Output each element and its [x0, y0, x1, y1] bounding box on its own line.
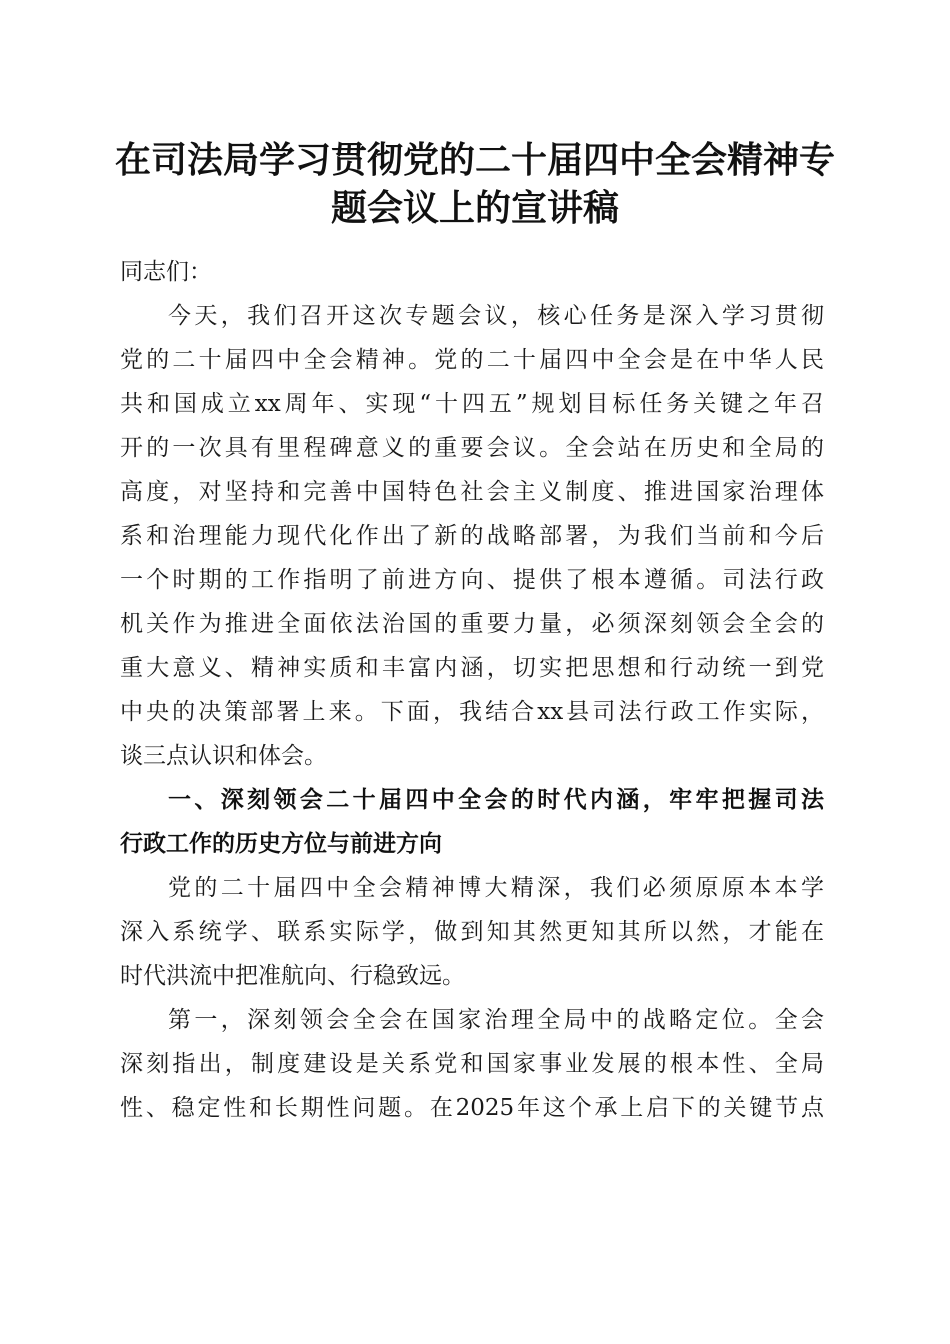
text-line: 高度，对坚持和完善中国特色社会主义制度、推进国家治理体 — [120, 479, 824, 505]
section-heading-1 — [120, 778, 824, 866]
text-line: 中央的决策部署上来。下面，我结合xx县司法行政工作实际， — [120, 699, 824, 725]
text-line: 共和国成立xx周年、实现“十四五”规划目标任务关键之年召 — [120, 391, 824, 417]
salutation: 同志们： — [120, 259, 212, 285]
text-line: 开的一次具有里程碑意义的重要会议。全会站在历史和全局的 — [120, 435, 824, 461]
text-line: 性、稳定性和长期性问题。在2025年这个承上启下的关键节点 — [120, 1095, 824, 1121]
text-line: 深入系统学、联系实际学，做到知其然更知其所以然，才能在 — [120, 919, 824, 945]
text-line: 机关作为推进全面依法治国的重要力量，必须深刻领会全会的 — [120, 611, 824, 637]
text-line: 时代洪流中把准航向、行稳致远。 — [120, 963, 465, 989]
paragraph-intro — [120, 294, 824, 778]
text-line: 重大意义、精神实质和丰富内涵，切实把思想和行动统一到党 — [120, 655, 824, 681]
heading-line: 行政工作的历史方位与前进方向 — [120, 831, 442, 857]
text-line: 党的二十届四中全会精神博大精深，我们必须原原本本学 — [168, 875, 824, 901]
paragraph-first-point — [120, 998, 824, 1130]
text-line: 系和治理能力现代化作出了新的战略部署，为我们当前和今后 — [120, 523, 824, 549]
document-body — [120, 250, 824, 1130]
heading-line: 一、深刻领会二十届四中全会的时代内涵，牢牢把握司法 — [168, 787, 824, 813]
title-line: 题会议上的宣讲稿 — [330, 187, 619, 229]
text-line: 深刻指出，制度建设是关系党和国家事业发展的根本性、全局 — [120, 1051, 824, 1077]
document-title — [95, 136, 855, 232]
title-line: 在司法局学习贯彻党的二十届四中全会精神专 — [114, 139, 835, 181]
text-line: 今天，我们召开这次专题会议，核心任务是深入学习贯彻 — [168, 303, 824, 329]
paragraph-study — [120, 866, 824, 998]
text-line: 一个时期的工作指明了前进方向、提供了根本遵循。司法行政 — [120, 567, 824, 593]
text-line: 谈三点认识和体会。 — [120, 743, 327, 769]
text-line: 党的二十届四中全会精神。党的二十届四中全会是在中华人民 — [120, 347, 824, 373]
text-line: 第一，深刻领会全会在国家治理全局中的战略定位。全会 — [168, 1007, 824, 1033]
